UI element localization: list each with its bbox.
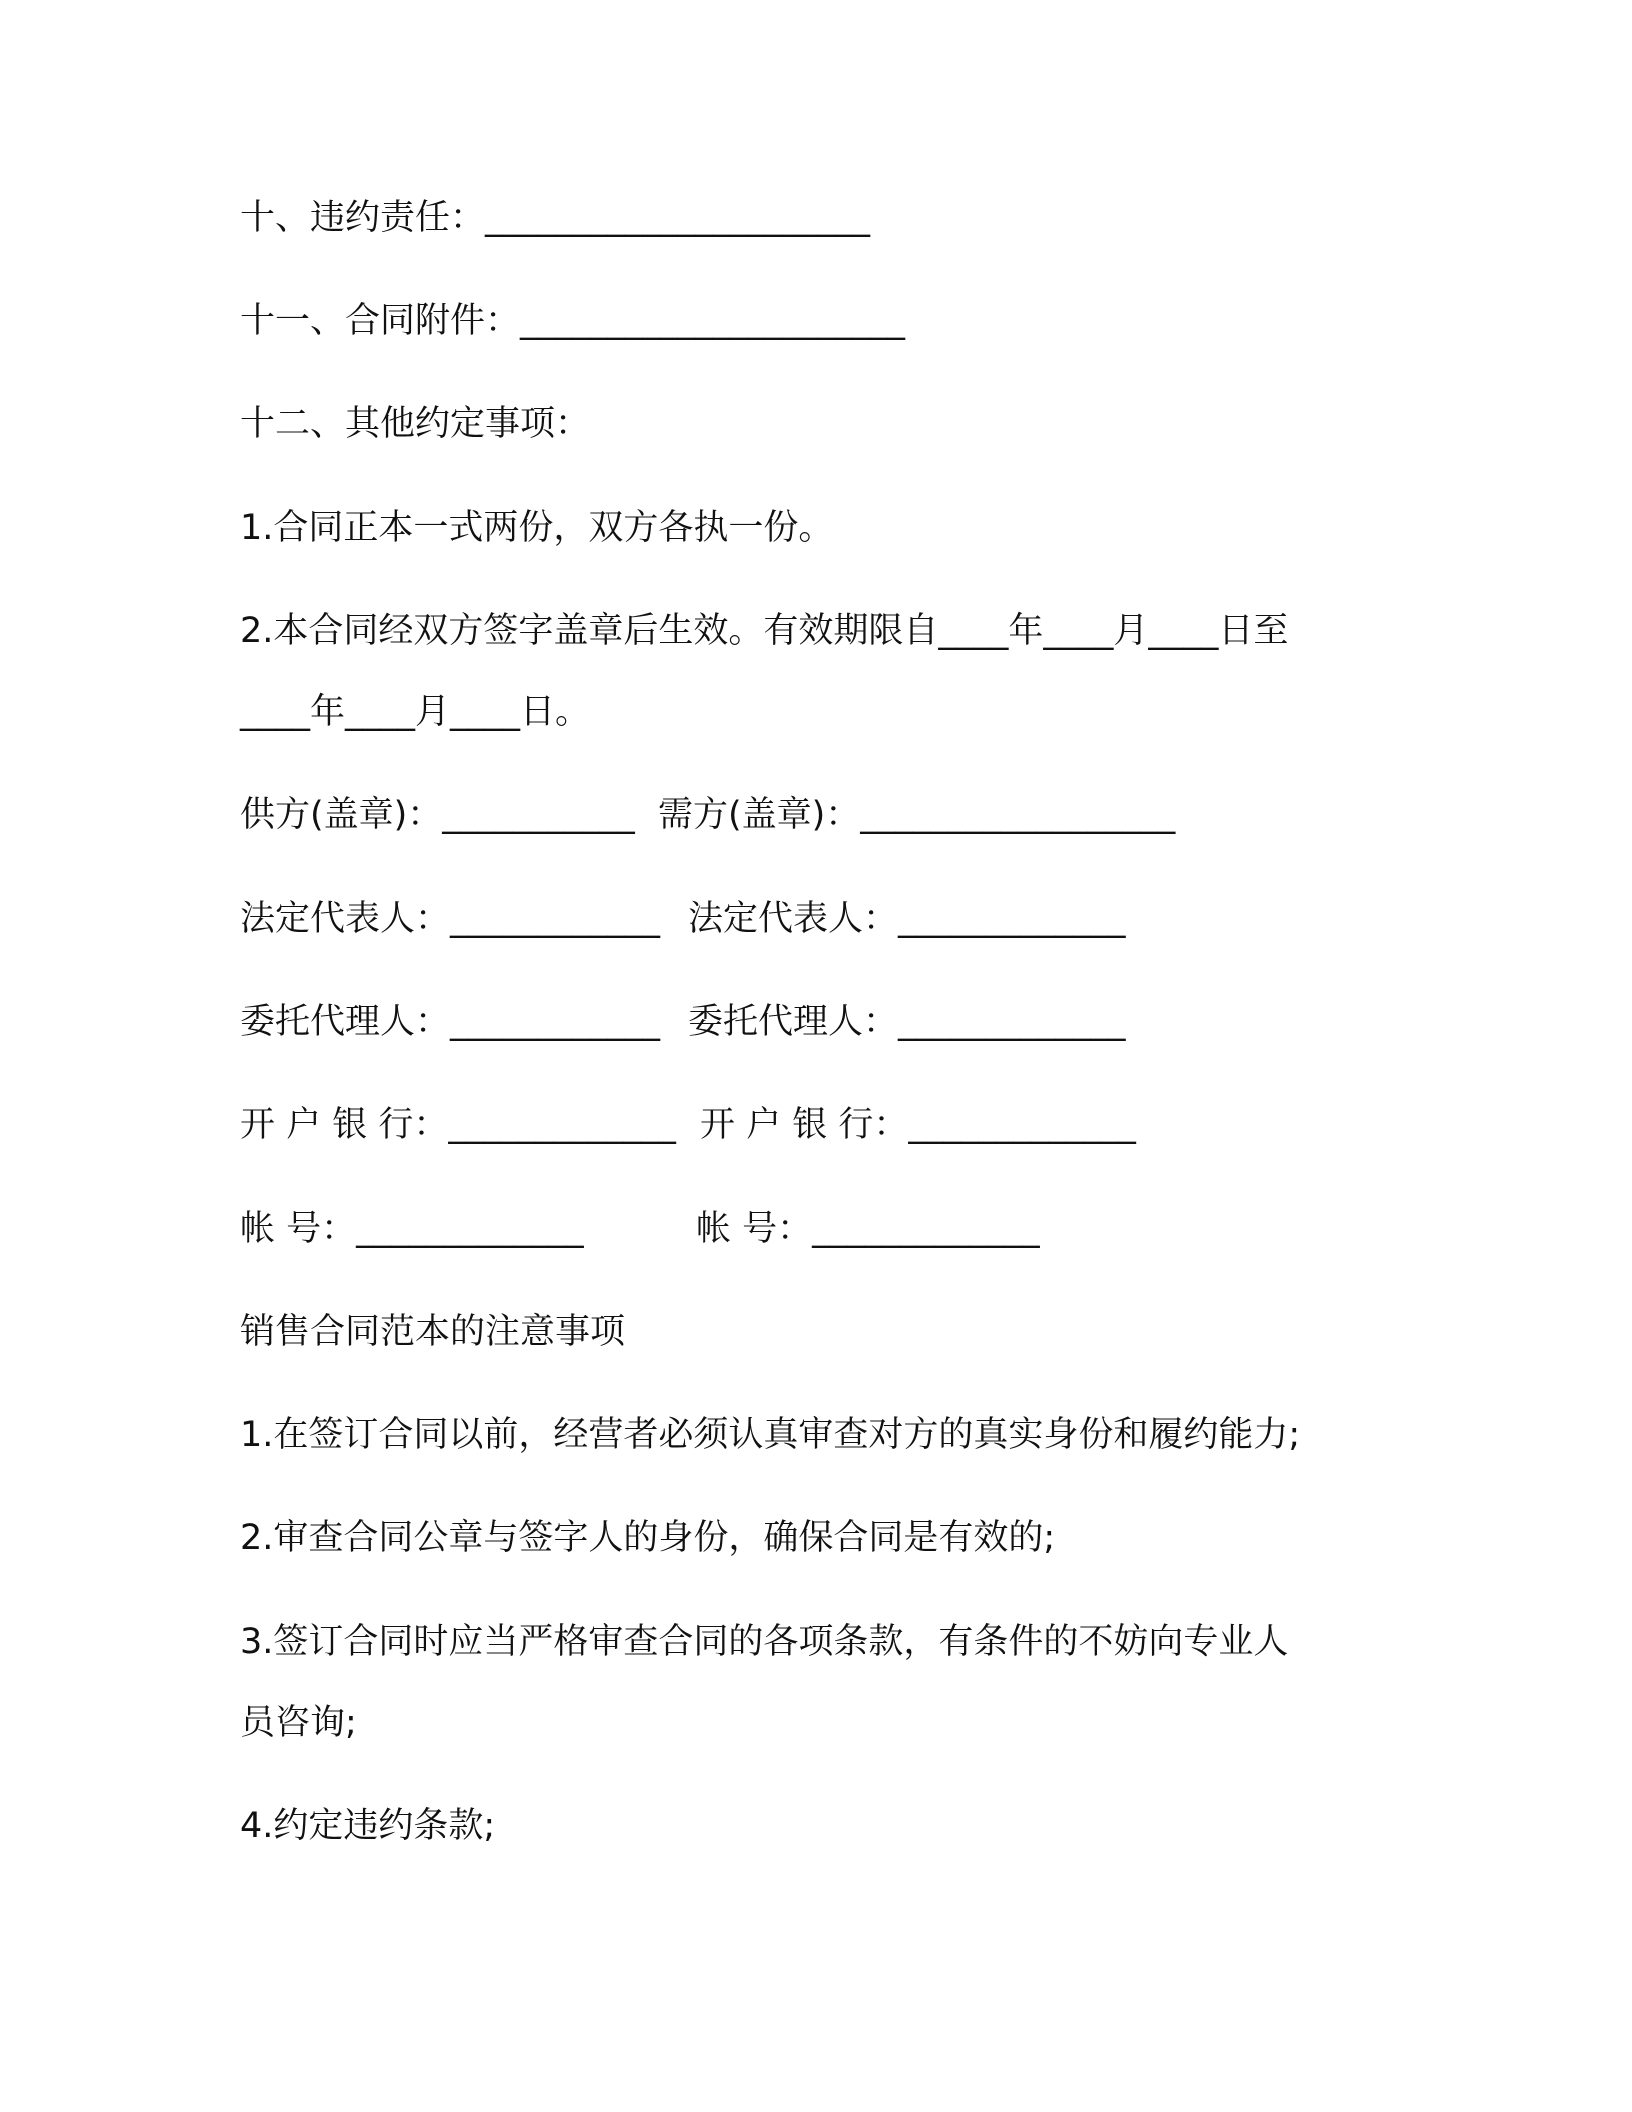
term-item-validity-line2: ____年____月____日。 — [240, 692, 591, 732]
note-item-2: 2.审查合同公章与签字人的身份，确保合同是有效的; — [240, 1518, 1056, 1558]
supplier-agent-field: 委托代理人：____________ — [240, 1002, 661, 1042]
buyer-bank-field: 开 户 银 行：_____________ — [700, 1105, 1136, 1145]
supplier-legal-rep-field: 法定代表人：____________ — [240, 899, 661, 939]
note-item-1: 1.在签订合同以前，经营者必须认真审查对方的真实身份和履约能力; — [240, 1415, 1301, 1455]
term-item-copies: 1.合同正本一式两份，双方各执一份。 — [240, 508, 834, 548]
clause-breach-liability: 十、违约责任：______________________ — [240, 198, 871, 238]
signature-row-seal — [240, 793, 1176, 837]
supplier-bank-field: 开 户 银 行：_____________ — [240, 1105, 676, 1145]
buyer-account-field: 帐 号：_____________ — [696, 1209, 1040, 1249]
clause-other-terms: 十二、其他约定事项： — [240, 404, 591, 444]
signature-row-legal-rep — [240, 897, 1126, 941]
term-item-validity-line1: 2.本合同经双方签字盖章后生效。有效期限自____年____月____日至 — [240, 611, 1289, 651]
notes-heading: 销售合同范本的注意事项 — [240, 1312, 626, 1352]
buyer-seal-field: 需方(盖章)：__________________ — [658, 795, 1176, 835]
buyer-legal-rep-field: 法定代表人：_____________ — [688, 899, 1126, 939]
note-item-4: 4.约定违约条款; — [240, 1806, 496, 1846]
signature-row-bank — [240, 1103, 1136, 1147]
buyer-agent-field: 委托代理人：_____________ — [688, 1002, 1126, 1042]
note-item-3-line1: 3.签订合同时应当严格审查合同的各项条款，有条件的不妨向专业人 — [240, 1622, 1289, 1662]
note-item-3-line2: 员咨询; — [240, 1703, 357, 1743]
supplier-seal-field: 供方(盖章)：___________ — [240, 795, 635, 835]
clause-attachments: 十一、合同附件：______________________ — [240, 301, 906, 341]
signature-row-account — [240, 1207, 1040, 1251]
signature-row-agent — [240, 1000, 1126, 1044]
supplier-account-field: 帐 号：_____________ — [240, 1209, 584, 1249]
